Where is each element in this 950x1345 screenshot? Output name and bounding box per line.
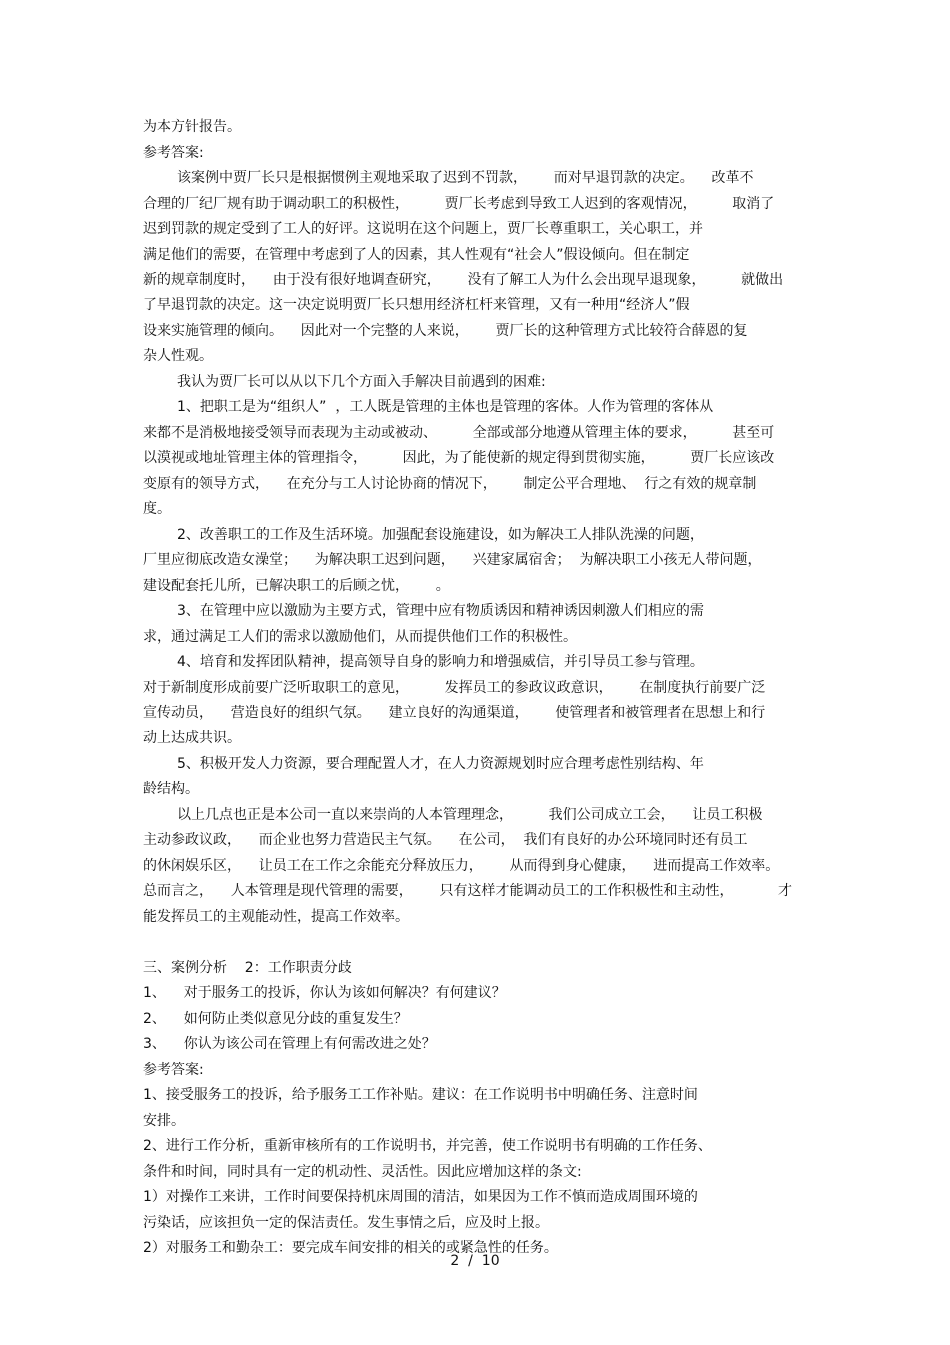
text-line: 龄结构。: [143, 781, 199, 797]
text-line: 2）对服务工和勤杂工：要完成车间安排的相关的或紧急性的任务。: [143, 1240, 558, 1256]
text-line: 杂人性观。: [143, 348, 213, 364]
text-line: 动上达成共识。: [143, 730, 241, 746]
text-line: 1、把职工是为“组织人” ，工人既是管理的主体也是管理的客体。人作为管理的客体从: [177, 399, 714, 415]
text-line: 4、培育和发挥团队精神，提高领导自身的影响力和增强威信，并引导员工参与管理。: [177, 654, 704, 670]
text-line: 了早退罚款的决定。这一决定说明贾厂长只想用经济杠杆来管理，又有一种用“经济人”假: [143, 297, 690, 313]
text-line: 宣传动员， 营造良好的组织气氛。 建立良好的沟通渠道， 使管理者和被管理者在思想上和行: [143, 705, 766, 721]
text-line: 5、积极开发人力资源，要合理配置人才，在人力资源规划时应合理考虑性别结构、年: [177, 756, 704, 772]
text-line: 对于新制度形成前要广泛听取职工的意见， 发挥员工的参政议政意识， 在制度执行前要广泛: [143, 680, 766, 696]
text-line: 能发挥员工的主观能动性，提高工作效率。: [143, 909, 409, 925]
text-line: 2、进行工作分析，重新审核所有的工作说明书，并完善，使工作说明书有明确的工作任务、: [143, 1138, 712, 1154]
text-line: 新的规章制度时， 由于没有很好地调查研究， 没有了解工人为什么会出现早退现象， 就做出: [143, 272, 784, 288]
text-line: 主动参政议政， 而企业也努力营造民主气氛。 在公司， 我们有良好的办公环境同时还有员工: [143, 832, 748, 848]
text-line: 变原有的领导方式， 在充分与工人讨论协商的情况下， 制定公平合理地、 行之有效的规章制: [143, 476, 757, 492]
text-line: 建设配套托儿所，已解决职工的后顾之忧， 。: [143, 578, 450, 594]
text-line: 安排。: [143, 1113, 185, 1129]
text-line: 1、接受服务工的投诉，给予服务工工作补贴。建议：在工作说明书中明确任务、注意时间: [143, 1087, 698, 1103]
text-line: 以上几点也正是本公司一直以来崇尚的人本管理理念， 我们公司成立工会， 让员工积极: [177, 807, 763, 823]
text-line: 迟到罚款的规定受到了工人的好评。这说明在这个问题上，贾厂长尊重职工，关心职工，并: [143, 221, 703, 237]
text-line: 度。: [143, 501, 171, 517]
question-item: 2、 如何防止类似意见分歧的重复发生？: [143, 1011, 408, 1027]
text-line: 1）对操作工来讲，工作时间要保持机床周围的清洁，如果因为工作不慎而造成周围环境的: [143, 1189, 698, 1205]
text-line: 总而言之， 人本管理是现代管理的需要， 只有这样才能调动员工的工作积极性和主动性， 才: [143, 883, 793, 899]
text-line: 我认为贾厂长可以从以下几个方面入手解决目前遇到的困难:: [177, 374, 546, 390]
text-line: 合理的厂纪厂规有助于调动职工的积极性， 贾厂长考虑到导致工人迟到的客观情况， 取消了: [143, 196, 775, 212]
text-line: 条件和时间，同时具有一定的机动性、灵活性。因此应增加这样的条文:: [143, 1164, 582, 1180]
text-line: 求，通过满足工人们的需求以激励他们，从而提供他们工作的积极性。: [143, 629, 577, 645]
section-heading: 三、案例分析 2：工作职责分歧: [143, 960, 352, 976]
text-line: 2、改善职工的工作及生活环境。加强配套设施建设，如为解决工人排队洗澡的问题，: [177, 527, 704, 543]
question-item: 1、 对于服务工的投诉，你认为该如何解决？有何建议？: [143, 985, 506, 1001]
text-line: 该案例中贾厂长只是根据惯例主观地采取了迟到不罚款， 而对早退罚款的决定。 改革不: [177, 170, 754, 186]
text-line: 参考答案:: [143, 1062, 204, 1078]
text-line: 的休闲娱乐区， 让员工在工作之余能充分释放压力， 从而得到身心健康， 进而提高工作效率。: [143, 858, 780, 874]
text-line: 满足他们的需要，在管理中考虑到了人的因素，其人性观有“社会人”假设倾向。但在制定: [143, 247, 690, 263]
text-line: 设来实施管理的倾向。 因此对一个完整的人来说， 贾厂长的这种管理方式比较符合薛恩的复: [143, 323, 748, 339]
text-line: 为本方针报告。: [143, 119, 241, 135]
text-line: 来都不是消极地接受领导而表现为主动或被动、 全部或部分地遵从管理主体的要求， 甚至可: [143, 425, 775, 441]
text-line: 厂里应彻底改造女澡堂； 为解决职工迟到问题， 兴建家属宿舍； 为解决职工小孩无人带问题，: [143, 552, 762, 568]
text-line: 3、在管理中应以激励为主要方式，管理中应有物质诱因和精神诱因刺激人们相应的需: [177, 603, 704, 619]
text-line: 参考答案:: [143, 145, 204, 161]
page-number: 2 / 10: [450, 1253, 500, 1269]
text-line: 污染话，应该担负一定的保洁责任。发生事情之后，应及时上报。: [143, 1215, 549, 1231]
question-item: 3、 你认为该公司在管理上有何需改进之处？: [143, 1036, 436, 1052]
text-line: 以漠视或地址管理主体的管理指令， 因此，为了能使新的规定得到贯彻实施， 贾厂长应该改: [143, 450, 775, 466]
